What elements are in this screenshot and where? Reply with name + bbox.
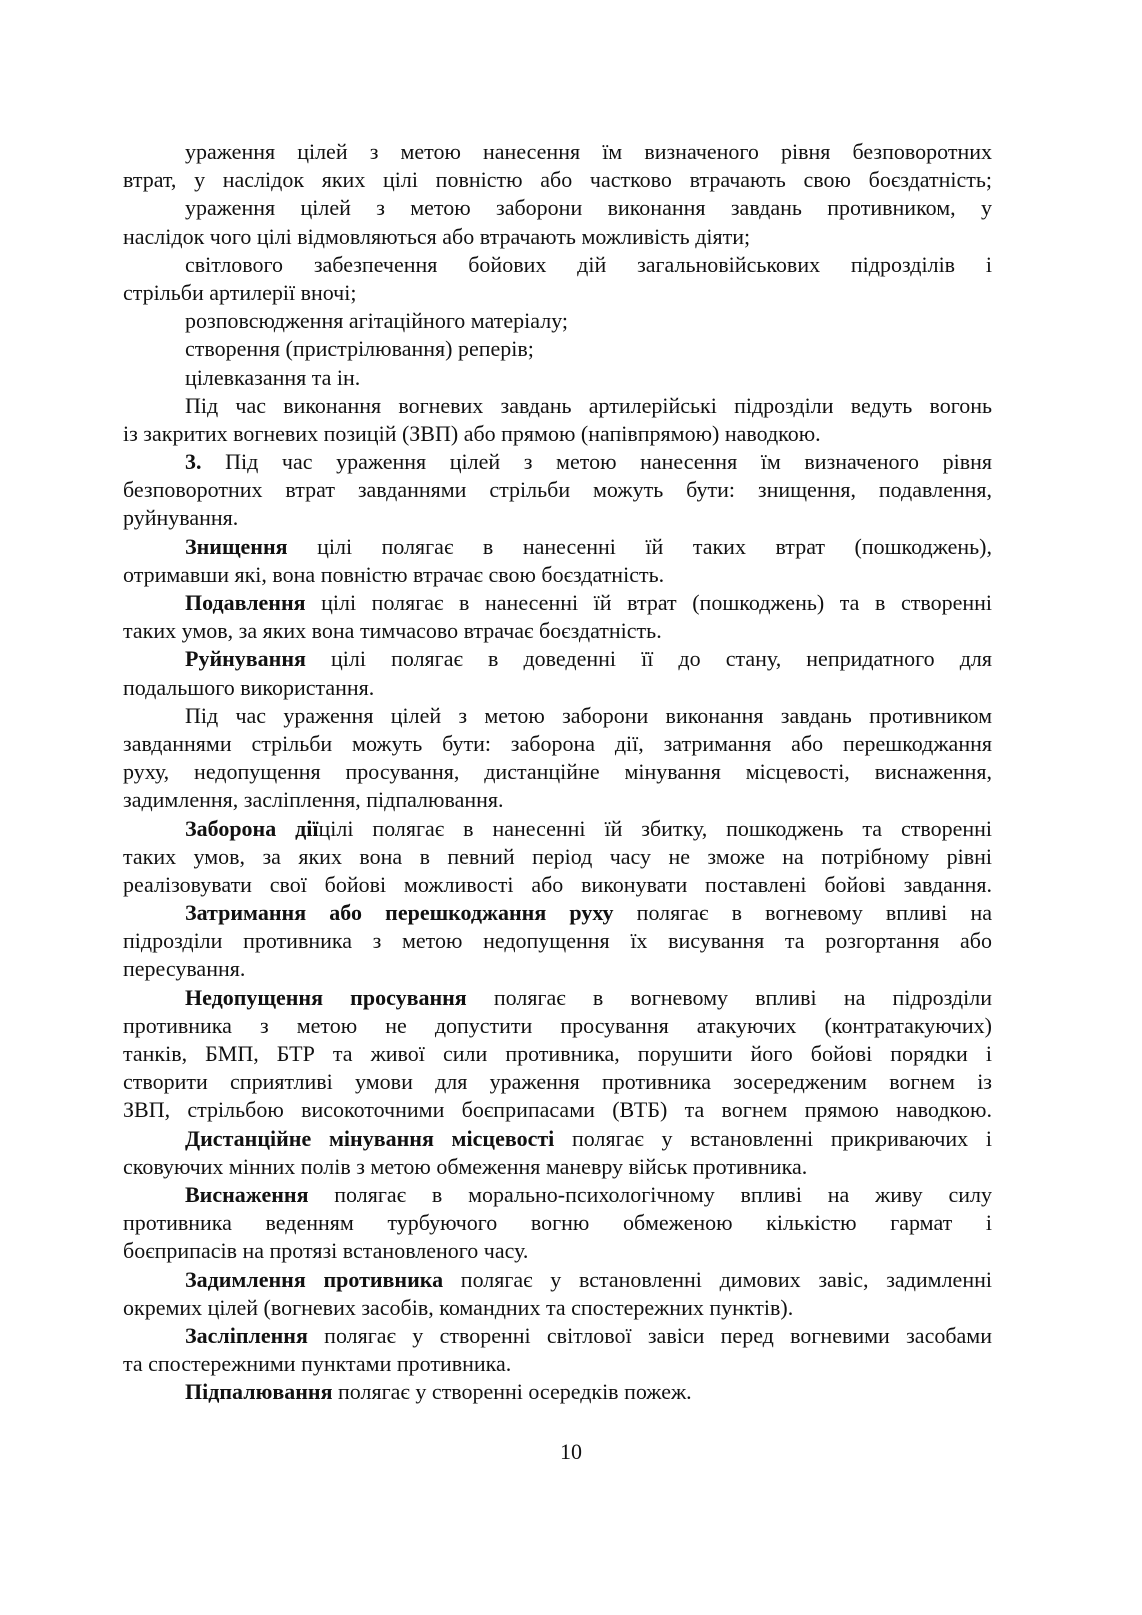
- line-text: руху, недопущення просування, дистанційне мінування місцевості, виснаження,: [123, 759, 992, 785]
- text-line: [123, 1378, 992, 1406]
- line-text: полягає в морально-психологічному впливі на живу силу: [308, 1181, 992, 1207]
- paragraph: [123, 194, 992, 250]
- text-line: [123, 335, 992, 363]
- text-line: [123, 927, 992, 955]
- line-text: цілі полягає в нанесенні їй таких втрат (пошкоджень),: [287, 533, 992, 559]
- text-line: [123, 166, 992, 194]
- text-line: [123, 194, 992, 222]
- bold-term: Підпалювання: [185, 1379, 333, 1405]
- line-text: безповоротних втрат завданнями стрільби можуть бути: знищення, подавлення,: [123, 477, 992, 503]
- text-line: [123, 533, 992, 561]
- paragraph: [123, 307, 992, 335]
- bold-term: Недопущення просування: [185, 984, 467, 1010]
- line-text: сковуючих мінних полів з метою обмеження маневру військ противника.: [123, 1153, 808, 1179]
- text-line: [123, 251, 992, 279]
- text-line: [123, 984, 992, 1012]
- text-line: [123, 1322, 992, 1350]
- line-text: розповсюдження агітаційного матеріалу;: [185, 308, 569, 334]
- bold-term: Подавлення: [185, 590, 306, 615]
- line-text: Під час виконання вогневих завдань артилерійські підрозділи ведуть вогонь: [185, 392, 992, 418]
- text-line: [123, 899, 992, 927]
- text-line: [123, 786, 992, 814]
- text-line: [123, 364, 992, 392]
- line-text: завданнями стрільби можуть бути: заборона дії, затримання або перешкоджання: [123, 730, 992, 756]
- text-line: [123, 1096, 992, 1124]
- line-text: підрозділи противника з метою недопущення їх висування та розгортання або: [123, 928, 992, 954]
- line-text: задимлення, засліплення, підпалювання.: [123, 787, 504, 813]
- bold-term: Знищення: [185, 533, 288, 559]
- line-text: окремих цілей (вогневих засобів, командних та спостережних пунктів).: [123, 1294, 794, 1320]
- line-text: ураження цілей з метою нанесення їм визначеного рівня безповоротних: [185, 139, 992, 164]
- text-line: [123, 448, 992, 476]
- text-line: [123, 1153, 992, 1181]
- paragraph: [123, 589, 992, 645]
- paragraph: [123, 364, 992, 392]
- text-line: [123, 279, 992, 307]
- bold-term: Задимлення противника: [185, 1266, 444, 1292]
- paragraph: [123, 1181, 992, 1266]
- page-number: 10: [560, 1439, 582, 1464]
- text-line: [123, 1266, 992, 1294]
- text-line: [123, 955, 992, 983]
- line-text: танків, БМП, БТР та живої сили противника, порушити його бойові порядки і: [123, 1041, 992, 1066]
- text-line: [123, 871, 992, 899]
- paragraph: [123, 815, 992, 900]
- text-line: [123, 702, 992, 730]
- bold-term: Затримання або перешкоджання руху: [185, 900, 614, 926]
- paragraph: [123, 645, 992, 701]
- line-text: втрат, у наслідок яких цілі повністю або частково втрачають свою боєздатність;: [123, 167, 992, 193]
- paragraph: [123, 899, 992, 984]
- paragraph: [123, 335, 992, 363]
- text-line: [123, 561, 992, 589]
- line-text: полягає у створенні осередків пожеж.: [332, 1379, 692, 1405]
- paragraph: [123, 1378, 992, 1406]
- line-text: світлового забезпечення бойових дій загальновійськових підрозділів і: [185, 251, 992, 277]
- bold-term: Дистанційне мінування місцевості: [185, 1125, 555, 1151]
- line-text: Під час ураження цілей з метою заборони виконання завдань противником: [185, 702, 992, 728]
- text-line: [123, 1125, 992, 1153]
- line-text: полягає у створенні світлової завіси перед вогневими засобами: [307, 1322, 992, 1348]
- text-line: [123, 1068, 992, 1096]
- line-text: наслідок чого цілі відмовляються або втрачають можливість діяти;: [123, 223, 751, 249]
- line-text: подальшого використання.: [123, 674, 375, 700]
- text-line: [123, 843, 992, 871]
- text-line: [123, 1237, 992, 1265]
- bold-term: Виснаження: [185, 1181, 309, 1207]
- line-text: стрільби артилерії вночі;: [123, 279, 357, 305]
- text-line: [123, 420, 992, 448]
- line-text: полягає в вогневому впливі на підрозділи: [466, 984, 992, 1010]
- line-text: ЗВП, стрільбою високоточними боєприпасами (ВТБ) та вогнем прямою наводкою.: [123, 1097, 992, 1123]
- line-text: Під час ураження цілей з метою нанесення їм визначеного рівня: [201, 449, 992, 475]
- text-line: [123, 645, 992, 673]
- text-line: [123, 1040, 992, 1068]
- text-line: [123, 1012, 992, 1040]
- text-line: [123, 1181, 992, 1209]
- text-line: [123, 476, 992, 504]
- paragraph: [123, 251, 992, 307]
- line-text: із закритих вогневих позицій (ЗВП) або прямою (напівпрямою) наводкою.: [123, 420, 821, 446]
- paragraph: [123, 533, 992, 589]
- text-line: [123, 674, 992, 702]
- line-text: цілі полягає в нанесенні їй втрат (пошкоджень) та в створенні: [305, 590, 992, 615]
- line-text: руйнування.: [123, 505, 239, 531]
- text-line: [123, 1209, 992, 1237]
- line-text: цілі полягає в нанесенні їй збитку, пошкоджень та створенні: [318, 815, 992, 841]
- line-text: полягає в вогневому впливі на: [613, 900, 992, 926]
- paragraph: [123, 1266, 992, 1322]
- bold-term: 3.: [185, 449, 202, 475]
- text-line: [123, 223, 992, 251]
- bold-term: Заборона дії: [185, 815, 319, 841]
- line-text: ураження цілей з метою заборони виконання завдань противником, у: [185, 195, 992, 221]
- line-text: створення (пристрілювання) реперів;: [185, 336, 534, 362]
- line-text: цілі полягає в доведенні її до стану, непридатного для: [305, 646, 992, 672]
- bold-term: Засліплення: [185, 1322, 308, 1348]
- text-line: [123, 617, 992, 645]
- line-text: таких умов, за яких вона тимчасово втрачає боєздатність.: [123, 618, 662, 644]
- paragraph: [123, 448, 992, 533]
- line-text: боєприпасів на протязі встановленого часу.: [123, 1238, 529, 1264]
- line-text: створити сприятливі умови для ураження противника зосередженим вогнем із: [123, 1069, 992, 1095]
- line-text: отримавши які, вона повністю втрачає свою боєздатність.: [123, 561, 665, 587]
- text-line: [123, 589, 992, 617]
- line-text: реалізовувати свої бойові можливості або виконувати поставлені бойові завдання.: [123, 871, 992, 897]
- line-text: цілевказання та ін.: [185, 364, 361, 390]
- bold-term: Руйнування: [185, 646, 306, 672]
- line-text: таких умов, за яких вона в певний період часу не зможе на потрібному рівні: [123, 843, 992, 869]
- line-text: полягає у встановленні димових завіс, задимленні: [443, 1266, 992, 1292]
- paragraph: [123, 984, 992, 1125]
- text-line: [123, 138, 992, 166]
- line-text: та спостережними пунктами противника.: [123, 1351, 512, 1377]
- text-line: [123, 307, 992, 335]
- paragraph: [123, 702, 992, 815]
- text-line: [123, 730, 992, 758]
- document-body: [123, 138, 992, 1406]
- text-line: [123, 504, 992, 532]
- text-line: [123, 815, 992, 843]
- line-text: полягає у встановленні прикриваючих і: [554, 1125, 992, 1151]
- paragraph: [123, 1322, 992, 1378]
- text-line: [123, 758, 992, 786]
- paragraph: [123, 1125, 992, 1181]
- text-line: [123, 1350, 992, 1378]
- line-text: противника з метою не допустити просування атакуючих (контратакуючих): [123, 1012, 992, 1038]
- text-line: [123, 1294, 992, 1322]
- line-text: противника веденням турбуючого вогню обмеженою кількістю гармат і: [123, 1210, 992, 1236]
- text-line: [123, 392, 992, 420]
- paragraph: [123, 392, 992, 448]
- line-text: пересування.: [123, 956, 246, 982]
- paragraph: [123, 138, 992, 194]
